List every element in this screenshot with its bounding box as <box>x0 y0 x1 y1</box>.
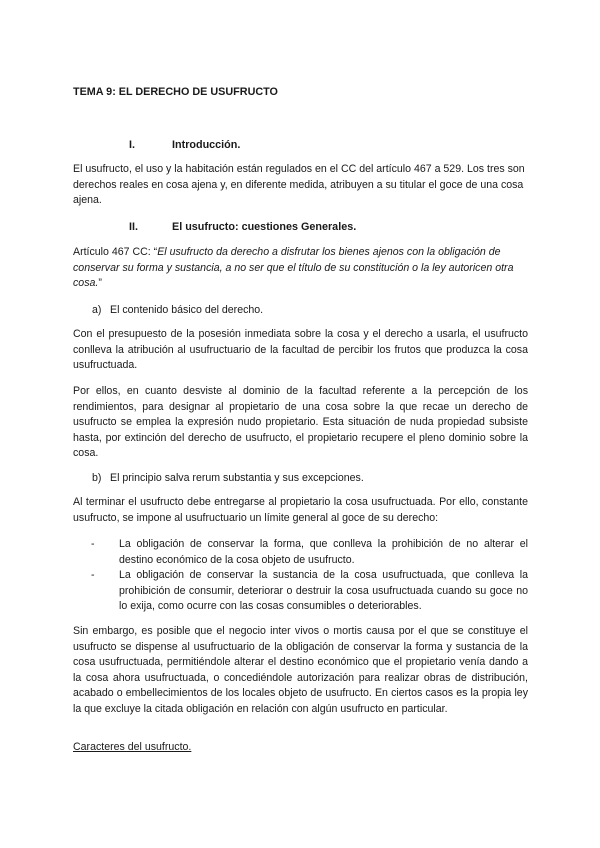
article-suffix: ” <box>98 277 102 290</box>
paragraph-intro: El usufructo, el uso y la habitación están regulados en el CC del artículo 467 a 529. Los tres son derechos reales en cosa ajena y, en diferente medida, atribuyen a su titular el goce de una cosa ajena. <box>73 163 525 207</box>
subsection-marker: a) <box>92 304 102 316</box>
section-number: II. <box>129 221 138 233</box>
section-title: Introducción. <box>172 139 241 151</box>
page-title: TEMA 9: EL DERECHO DE USUFRUCTO <box>73 86 278 98</box>
paragraph-sin-embargo: Sin embargo, es posible que el negocio inter vivos o mortis causa por el que se constituye el usufructo se dispense al usufructuario de la obligación de conservar la forma y sustancia de la cosa usufructuada, permitiéndole alterar el destino económico que el propietario venía dando a la cosa ahora usufructuada, o concediéndole autorización para realizar obras de distribución, acabado o embellecimientos de los locales objeto de usufructo. En ciertos casos es la propia ley la que excluye la citada obligación en relación con algún usufructo en particular. <box>73 625 528 715</box>
subsection-label: El contenido básico del derecho. <box>110 304 264 316</box>
paragraph-nudo-propietario: Por ellos, en cuanto desviste al dominio de la facultad referente a la percepción de los rendimientos, para designar al propietario de una cosa sobre la que recae un derecho de usufructo se emplea la expresión nudo propietario. Esta situación de nuda propiedad subsiste hasta, por extinción del derecho de usufructo, el propietario recupere el pleno dominio sobre la cosa. <box>73 385 528 460</box>
section-number: I. <box>129 139 135 151</box>
subsection-b <box>92 471 528 487</box>
paragraph-contenido: Con el presupuesto de la posesión inmediata sobre la cosa y el derecho a usarla, el usufructo conlleva la atribución al usufructuario de la facultad de percibir los frutos que produzca la cosa usufructuada. <box>73 328 528 372</box>
paragraph-terminar-usufructo: Al terminar el usufructo debe entregarse al propietario la cosa usufructuada. Por ello, constante usufructo, se impone al usufructuario un límite general al goce de su derecho: <box>73 496 528 524</box>
section-title: El usufructo: cuestiones Generales. <box>172 221 357 233</box>
subsection-label: El principio salva rerum substantia y sus excepciones. <box>110 472 364 484</box>
caracteres-heading: Caracteres del usufructo. <box>73 741 192 753</box>
article-text: El usufructo da derecho a disfrutar los bienes ajenos con la obligación de conservar su forma y sustancia, a no ser que el título de su constitución o la ley autoricen otra cosa. <box>73 246 514 290</box>
subsection-marker: b) <box>92 472 102 484</box>
obligations-list <box>91 537 528 615</box>
article-prefix: Artículo 467 CC: “ <box>73 246 158 258</box>
subsection-a <box>92 303 528 319</box>
list-item: - La obligación de conservar la forma, que conlleva la prohibición de no alterar el destino económico de la cosa objeto de usufructo. <box>91 537 528 568</box>
article-467-quote <box>73 245 528 292</box>
list-item: - La obligación de conservar la sustancia de la cosa usufructuada, que conlleva la prohibición de consumir, deteriorar o destruir la cosa usufructuada cuando su goce no lo exija, como ocurre con las cosas consumibles o deteriorables. <box>91 568 528 615</box>
